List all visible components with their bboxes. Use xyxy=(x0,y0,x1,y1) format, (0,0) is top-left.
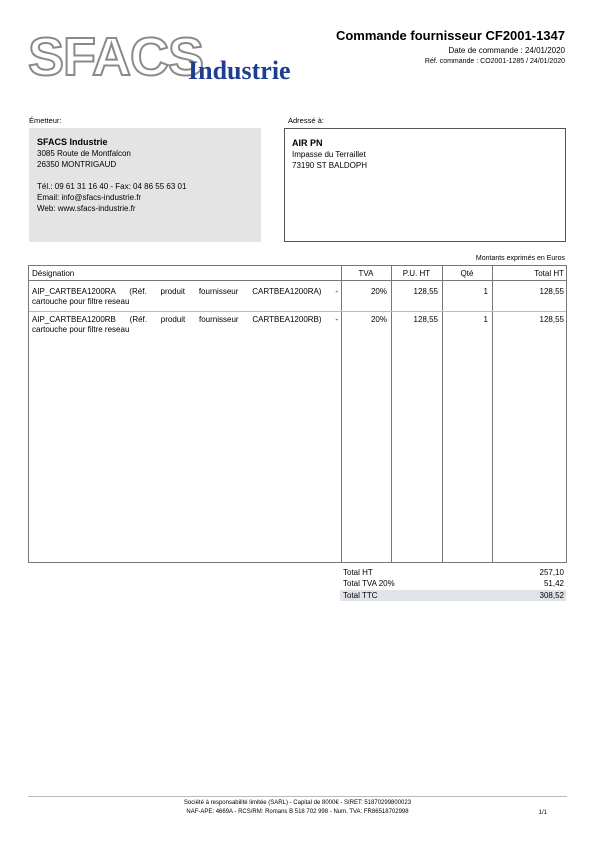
recipient-address2: 73190 ST BALDOPH xyxy=(292,161,368,170)
row2-pu: 128,55 xyxy=(413,315,438,324)
row2-qty: 1 xyxy=(483,315,488,324)
total-ttc-value: 308,52 xyxy=(539,591,564,600)
total-ht-value: 257,10 xyxy=(539,568,564,577)
page-number: 1/1 xyxy=(538,810,547,816)
header-designation: Désignation xyxy=(32,269,75,278)
row2-designation-line2: cartouche pour filtre reseau xyxy=(32,325,130,334)
row1-designation-line1: AIP_CARTBEA1200RA (Réf. produit fournisseur CARTBEA1200RA) - xyxy=(32,287,338,296)
emitter-box xyxy=(29,128,261,242)
emitter-web: Web: www.sfacs-industrie.fr xyxy=(37,204,136,213)
header-qty: Qté xyxy=(460,269,474,278)
row1-pu: 128,55 xyxy=(413,287,438,296)
order-date: Date de commande : 24/01/2020 xyxy=(448,46,565,55)
total-ht-row xyxy=(340,567,566,578)
footer-divider xyxy=(28,796,567,797)
header-tva: TVA xyxy=(358,269,374,278)
emitter-address1: 3085 Route de Montfalcon xyxy=(37,149,131,158)
row2-total: 128,55 xyxy=(539,315,564,324)
row1-qty: 1 xyxy=(483,287,488,296)
total-tva-label: Total TVA 20% xyxy=(343,579,395,588)
logo-sfacs-text: SFACS xyxy=(28,27,204,87)
row1-total: 128,55 xyxy=(539,287,564,296)
total-ttc-row xyxy=(340,590,566,601)
row2-tva: 20% xyxy=(370,315,387,324)
total-ttc-label: Total TTC xyxy=(343,591,378,600)
recipient-address1: Impasse du Terraillet xyxy=(292,150,366,159)
currency-note: Montants exprimés en Euros xyxy=(475,255,565,262)
document-title: Commande fournisseur CF2001-1347 xyxy=(335,28,565,43)
total-ht-label: Total HT xyxy=(343,568,373,577)
row-separator xyxy=(29,311,566,312)
recipient-box xyxy=(284,128,566,242)
footer-legal-line2: NAF-APE: 4669A - RCS/RM: Romans B 518 702 998 - Num. TVA: FR86518702998 xyxy=(186,809,409,815)
total-tva-value: 51,42 xyxy=(543,579,564,588)
recipient-name: AIR PN xyxy=(292,138,323,148)
emitter-address2: 26350 MONTRIGAUD xyxy=(37,160,117,169)
emitter-label: Émetteur: xyxy=(29,116,62,125)
row1-designation-line2: cartouche pour filtre reseau xyxy=(32,297,130,306)
emitter-email: Email: info@sfacs-industrie.fr xyxy=(37,193,142,202)
logo-industrie-text: Industrie xyxy=(188,56,291,85)
header-total: Total HT xyxy=(534,269,564,278)
order-reference: Réf. commande : CO2001-1285 / 24/01/2020 xyxy=(424,58,565,65)
emitter-phone: Tél.: 09 61 31 16 40 - Fax: 04 86 55 63 01 xyxy=(37,182,187,191)
row2-designation-line1: AIP_CARTBEA1200RB (Réf. produit fournisseur CARTBEA1200RB) - xyxy=(32,315,338,324)
total-tva-row xyxy=(340,578,566,589)
emitter-name: SFACS Industrie xyxy=(37,137,108,147)
header-pu: P.U. HT xyxy=(402,269,431,278)
recipient-label: Adressé à: xyxy=(288,116,324,125)
order-lines-table xyxy=(28,265,567,563)
company-logo xyxy=(28,27,318,90)
row1-tva: 20% xyxy=(370,287,387,296)
footer-legal-line1: Société à responsabilité limitée (SARL) - Capital de 8000€ - SIRET: 51870299800023 xyxy=(183,800,412,806)
